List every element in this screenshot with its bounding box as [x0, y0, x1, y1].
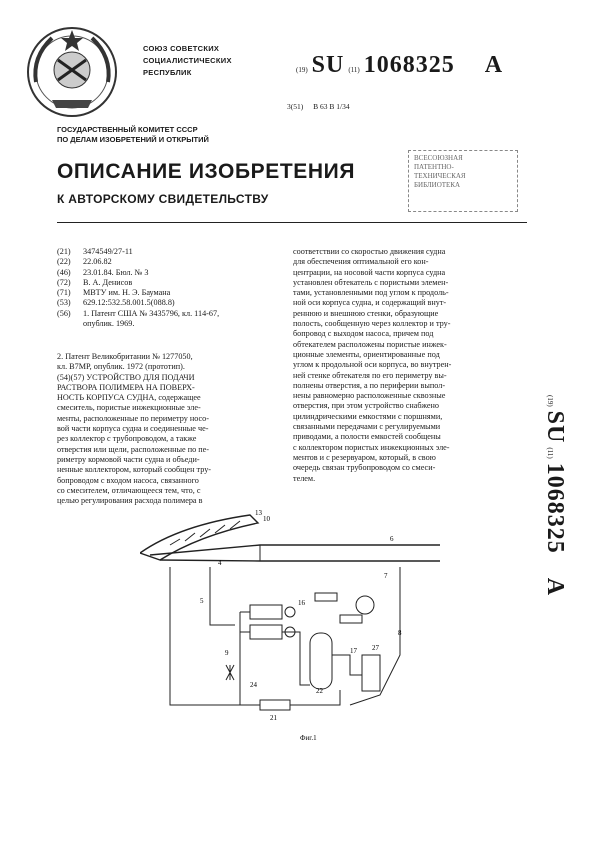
text-line: 2. Патент Великобритании № 1277050,: [57, 352, 193, 361]
text-line: полость, сообщенную через коллектор и тру-: [293, 319, 451, 329]
stamp-line: ТЕХНИЧЕСКАЯ: [414, 172, 466, 180]
text-line: кл. B7MP, опублик. 1972 (прототип).: [57, 362, 185, 372]
text-line: нены равномерно расположенные сквозные: [293, 391, 446, 401]
text-line: тами, установленными под углом к продоль-: [293, 288, 449, 298]
side-patent-number: (19) SU (11) 1068325 A: [542, 395, 568, 597]
text-line: реннюю и внешнюю стенки, образующие: [293, 308, 439, 318]
committee-line-1: ГОСУДАРСТВЕННЫЙ КОМИТЕТ СССР: [57, 125, 198, 134]
text-line: РАСТВОРА ПОЛИМЕРА НА ПОВЕРХ-: [57, 382, 195, 392]
text-line: ментов и с резервуаром, который, в свою: [293, 452, 436, 462]
library-stamp: [408, 150, 518, 212]
ipc-classification: [287, 102, 350, 111]
figure-caption: Фиг.1: [300, 734, 317, 742]
biblio-row: (53) 629.12:532.58.001.5(088.8): [57, 298, 175, 308]
biblio-row: опублик. 1969.: [83, 319, 135, 329]
biblio-row: (22) 22.06.82: [57, 257, 112, 267]
text-line: очередь связан трубопроводом со смеси-: [293, 463, 436, 473]
biblio-row: (46) 23.01.84. Бюл. № 3: [57, 267, 149, 277]
text-line: целью регулирования расхода полимера в: [57, 496, 203, 506]
bibliographic-data: [57, 247, 279, 329]
text-line: смеситель, пористые инжекционные эле-: [57, 403, 201, 413]
code-11: (11): [348, 66, 360, 74]
text-line: менты, расположенные по периметру носо-: [57, 413, 209, 423]
abstract-column-2: [293, 247, 519, 484]
text-line: НОСТЬ КОРПУСА СУДНА, содержащее: [57, 393, 201, 403]
text-line: связанными передачами с регулируемыми: [293, 422, 441, 432]
svg-text:16: 16: [298, 599, 305, 607]
patent-identifier: [296, 52, 503, 79]
text-line: с коллектором пористых инжекционных эле-: [293, 442, 450, 452]
biblio-row: (71) МВТУ им. Н. Э. Баумана: [57, 288, 171, 298]
state-name-line-1: СОЮЗ СОВЕТСКИХ: [143, 44, 220, 53]
text-line: (54)(57) УСТРОЙСТВО ДЛЯ ПОДАЧИ: [57, 372, 195, 382]
text-line: отверстия, при этом устройство снабжено: [293, 401, 440, 411]
text-line: приводами, а полости емкостей сообщены: [293, 432, 441, 442]
ipc-code: 3(51): [287, 102, 304, 111]
svg-text:5: 5: [200, 597, 204, 605]
svg-text:17: 17: [350, 647, 357, 655]
text-line: рез коллектор с трубопроводом, а также: [57, 434, 197, 444]
document-subtitle: К АВТОРСКОМУ СВИДЕТЕЛЬСТВУ: [57, 192, 269, 206]
text-line: установлен обтекатель с пористыми элемен-: [293, 277, 449, 287]
svg-text:21: 21: [270, 714, 277, 722]
svg-text:9: 9: [225, 649, 229, 657]
text-line: соответствии со скоростью движения судна: [293, 247, 446, 256]
svg-text:22: 22: [316, 687, 323, 695]
text-line: бопровод с выходом насоса, причем под: [293, 329, 434, 339]
text-line: ционные элементы, ориентированные под: [293, 349, 440, 359]
text-line: телем.: [293, 473, 316, 483]
state-name-line-2: СОЦИАЛИСТИЧЕСКИХ: [143, 56, 232, 65]
text-line: обтекателем расположены пористые инжек-: [293, 339, 447, 349]
svg-text:8: 8: [398, 629, 402, 637]
svg-text:13: 13: [255, 509, 262, 517]
text-line: риметру кормовой части судна и объеди-: [57, 454, 200, 464]
svg-text:10: 10: [263, 515, 270, 523]
header-divider: [57, 222, 527, 223]
text-line: вой части корпуса судна и соединенные че-: [57, 424, 209, 434]
stamp-line: ПАТЕНТНО-: [414, 163, 454, 171]
biblio-row: (72) В. А. Денисов: [57, 277, 133, 287]
text-line: бопроводом с входом насоса, связанного: [57, 475, 199, 485]
stamp-line: БИБЛИОТЕКА: [414, 181, 461, 189]
biblio-row: (21) 3474549/27-11: [57, 247, 133, 256]
text-line: полнены отверстия, а по периферии выпол-: [293, 380, 446, 390]
text-line: со смесителем, отличающееся тем, что, с: [57, 485, 201, 495]
svg-text:4: 4: [218, 559, 222, 567]
patent-number: 1068325: [363, 52, 455, 78]
code-19: (19): [296, 66, 308, 74]
biblio-row: (56) 1. Патент США № 3435796, кл. 114-67,: [57, 308, 220, 318]
document-title: ОПИСАНИЕ ИЗОБРЕТЕНИЯ: [57, 160, 356, 183]
figure-1-schematic: [140, 505, 440, 750]
svg-text:7: 7: [384, 572, 388, 580]
text-line: цилиндрическими емкостями с поршнями,: [293, 411, 443, 421]
text-line: центрации, на носовой части корпуса судна: [293, 267, 446, 277]
svg-text:24: 24: [250, 681, 257, 689]
text-line: ной оси корпуса судна, и содержащий внут-: [293, 298, 447, 308]
text-line: для обеспечения оптимальной его кон-: [293, 257, 429, 267]
svg-text:27: 27: [372, 644, 379, 652]
ussr-emblem: [22, 22, 122, 122]
text-line: углом к продольной оси корпуса, во внутрен-: [293, 360, 452, 370]
svg-text:6: 6: [390, 535, 394, 543]
text-line: ненные коллектором, который сообщен тру-: [57, 465, 212, 475]
text-line: ней стенке обтекателя по его периметру вы-: [293, 370, 447, 380]
ipc-value: B 63 B 1/34: [313, 102, 350, 111]
committee-line-2: ПО ДЕЛАМ ИЗОБРЕТЕНИЙ И ОТКРЫТИЙ: [57, 135, 209, 144]
document-kind: A: [484, 52, 504, 78]
state-name-line-3: РЕСПУБЛИК: [143, 68, 192, 77]
abstract-column-1: [57, 352, 279, 506]
country-code: SU: [311, 52, 345, 78]
stamp-line: ВСЕСОЮЗНАЯ: [414, 154, 463, 162]
text-line: отверстия или щели, расположенные по пе-: [57, 444, 210, 454]
